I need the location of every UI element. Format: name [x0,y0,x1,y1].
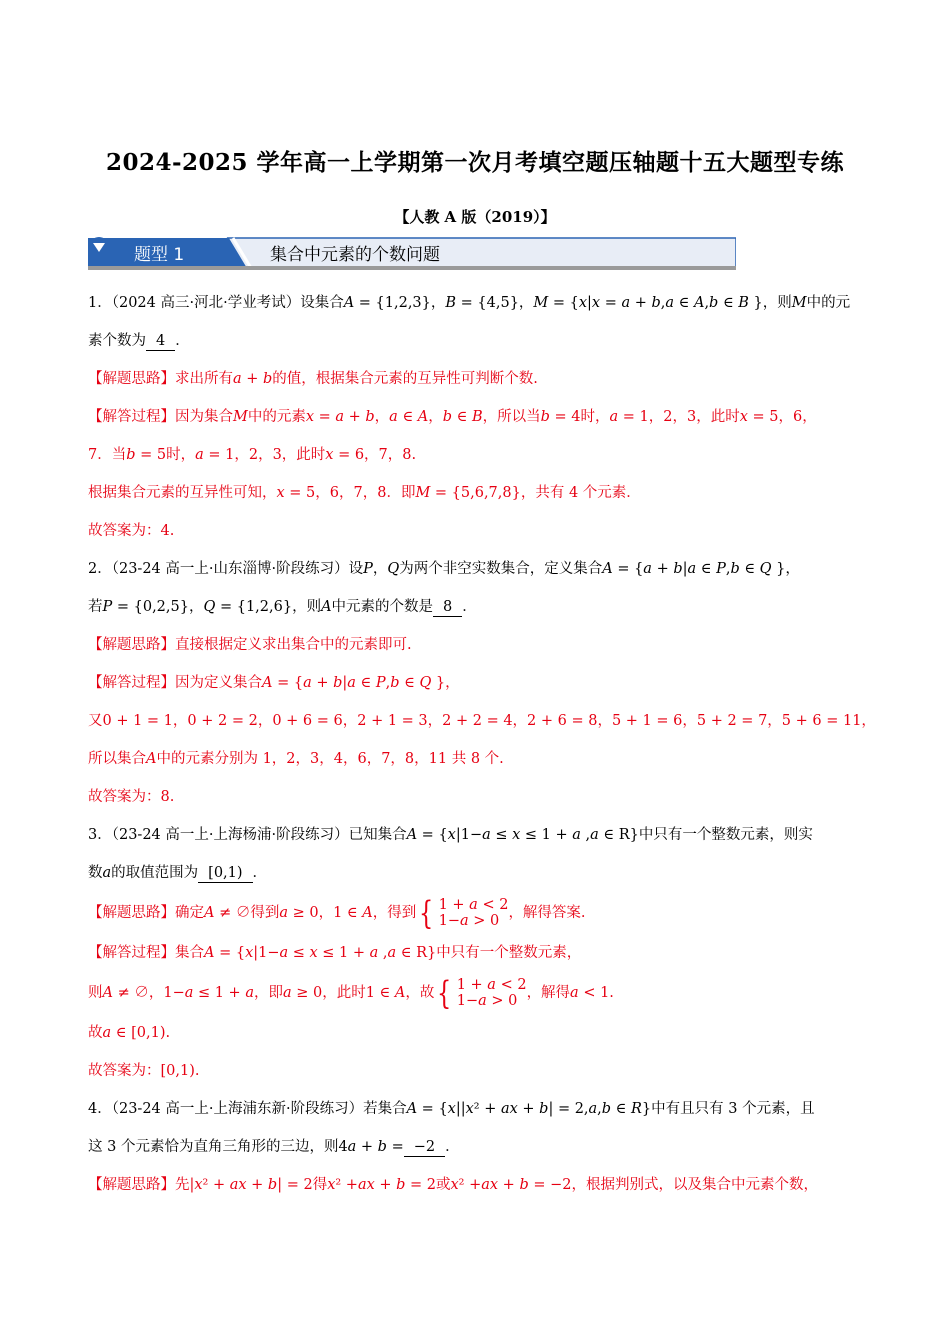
answer-blank: 8 [433,598,462,617]
text-line: 【解答过程】因为定义集合𝐴 = {𝑎 + 𝑏|𝑎 ∈ 𝑃,𝑏 ∈ 𝑄 }， [88,675,460,691]
text-line: 根据集合元素的互异性可知，𝑥 = 5，6，7，8．即𝑀 = {5,6,7,8}，共有 4 个元素． [88,485,641,501]
page-title: 2024-2025 学年高一上学期第一次月考填空题压轴题十五大题型专练 [105,149,845,176]
chevron-down-icon[interactable] [88,236,110,258]
equation-system [416,894,509,932]
equation-system [434,974,527,1012]
equation-row: 1 + 𝑎 < 2 [456,977,527,993]
line-suffix: ，解得答案. [508,905,586,921]
line-suffix: ． [252,865,268,881]
line-prefix: 这 3 个元素恰为直角三角形的三边，则4𝑎 + 𝑏 = [88,1139,404,1155]
text-line: 【解题思路】直接根据定义求出集合中的元素即可. [88,637,412,653]
text-line: 【解题思路】先|𝑥² + 𝑎𝑥 + 𝑏| = 2得𝑥² +𝑎𝑥 + 𝑏 = 2或𝑥² +𝑎𝑥 + 𝑏 = −2，根据判别式，以及集合中元素个数， [88,1177,818,1193]
line-prefix: 素个数为 [88,333,146,349]
line-suffix: ． [462,599,477,615]
text-line: 又0 + 1 = 1，0 + 2 = 2，0 + 6 = 6，2 + 1 = 3，2 + 2 = 4，2 + 6 = 8，5 + 1 = 6，5 + 2 = 7，5 + 6 = 11， [88,713,876,729]
section-label: 题型 1 [134,245,185,265]
line-prefix: 数𝑎的取值范围为 [88,865,199,881]
text-line: 7．当𝑏 = 5时，𝑎 = 1，2，3，此时𝑥 = 6，7，8. [88,447,417,463]
text-line: 故𝑎 ∈ [0,1). [88,1025,171,1041]
text-line: 【解题思路】求出所有𝑎 + 𝑏的值，根据集合元素的互异性可判断个数. [88,371,538,387]
line-suffix: ，解得𝑎 < 1. [526,985,614,1001]
edition-label: 【人教 A 版（2019）】 [394,208,556,226]
text-line: 4．（23-24 高一上·上海浦东新·阶段练习）若集合𝐴 = {𝑥||𝑥² + 𝑎𝑥 + 𝑏| = 2,𝑎,𝑏 ∈ 𝑅}中有且只有 3 个元素，且 [88,1101,815,1117]
text-line: 故答案为：4. [88,523,175,539]
text-line [88,972,866,1014]
line-prefix: 则𝐴 ≠ ∅，1−𝑎 ≤ 1 + 𝑎，即𝑎 ≥ 0，此时1 ∈ 𝐴，故 [88,985,435,1001]
line-prefix: 【解题思路】确定𝐴 ≠ ∅得到𝑎 ≥ 0，1 ∈ 𝐴，得到 [88,905,417,921]
text-line: 故答案为：8. [88,789,175,805]
equation-row: 1−𝑎 > 0 [456,993,518,1009]
answer-blank: [0,1) [198,864,252,883]
line-suffix: ． [175,333,190,349]
section-title: 集合中元素的个数问题 [270,245,440,265]
equation-row: 1−𝑎 > 0 [438,913,500,929]
line-prefix: 若𝑃 = {0,2,5}，𝑄 = {1,2,6}，则𝐴中元素的个数是 [88,599,434,615]
text-line: 所以集合𝐴中的元素分别为 1，2，3，4，6，7，8，11 共 8 个. [88,751,504,767]
text-line: 3．（23-24 高一上·上海杨浦·阶段练习）已知集合𝐴 = {𝑥|1−𝑎 ≤ 𝑥 ≤ 1 + 𝑎 ,𝑎 ∈ R}中只有一个整数元素，则实 [88,827,813,843]
text-line [88,1128,866,1166]
document-body [88,284,876,1204]
text-line [88,588,866,626]
section-banner [88,236,736,270]
text-line [88,322,866,360]
text-line: 【解答过程】集合𝐴 = {𝑥|1−𝑎 ≤ 𝑥 ≤ 1 + 𝑎 ,𝑎 ∈ R}中只有一个整数元素， [88,945,582,961]
text-line: 【解答过程】因为集合𝑀中的元素𝑥 = 𝑎 + 𝑏，𝑎 ∈ 𝐴，𝑏 ∈ 𝐵，所以当𝑏 = 4时，𝑎 = 1，2，3，此时𝑥 = 5，6， [88,409,817,425]
brace-symbol: { [437,974,452,1012]
text-line: 1．（2024 高三·河北·学业考试）设集合𝐴 = {1,2,3}，𝐵 = {4,5}，𝑀 = {𝑥|𝑥 = 𝑎 + 𝑏,𝑎 ∈ 𝐴,𝑏 ∈ 𝐵 }，则𝑀中的元 [88,295,851,311]
answer-blank: 4 [146,332,175,351]
line-suffix: ． [445,1139,460,1155]
brace-symbol: { [419,894,434,932]
answer-blank: −2 [404,1138,445,1157]
text-line: 2．（23-24 高一上·山东淄博·阶段练习）设𝑃，𝑄为两个非空实数集合，定义集合𝐴 = {𝑎 + 𝑏|𝑎 ∈ 𝑃,𝑏 ∈ 𝑄 }， [88,561,800,577]
text-line [88,892,866,934]
text-line [88,854,866,892]
equation-row: 1 + 𝑎 < 2 [438,897,509,913]
text-line: 故答案为：[0,1). [88,1063,200,1079]
